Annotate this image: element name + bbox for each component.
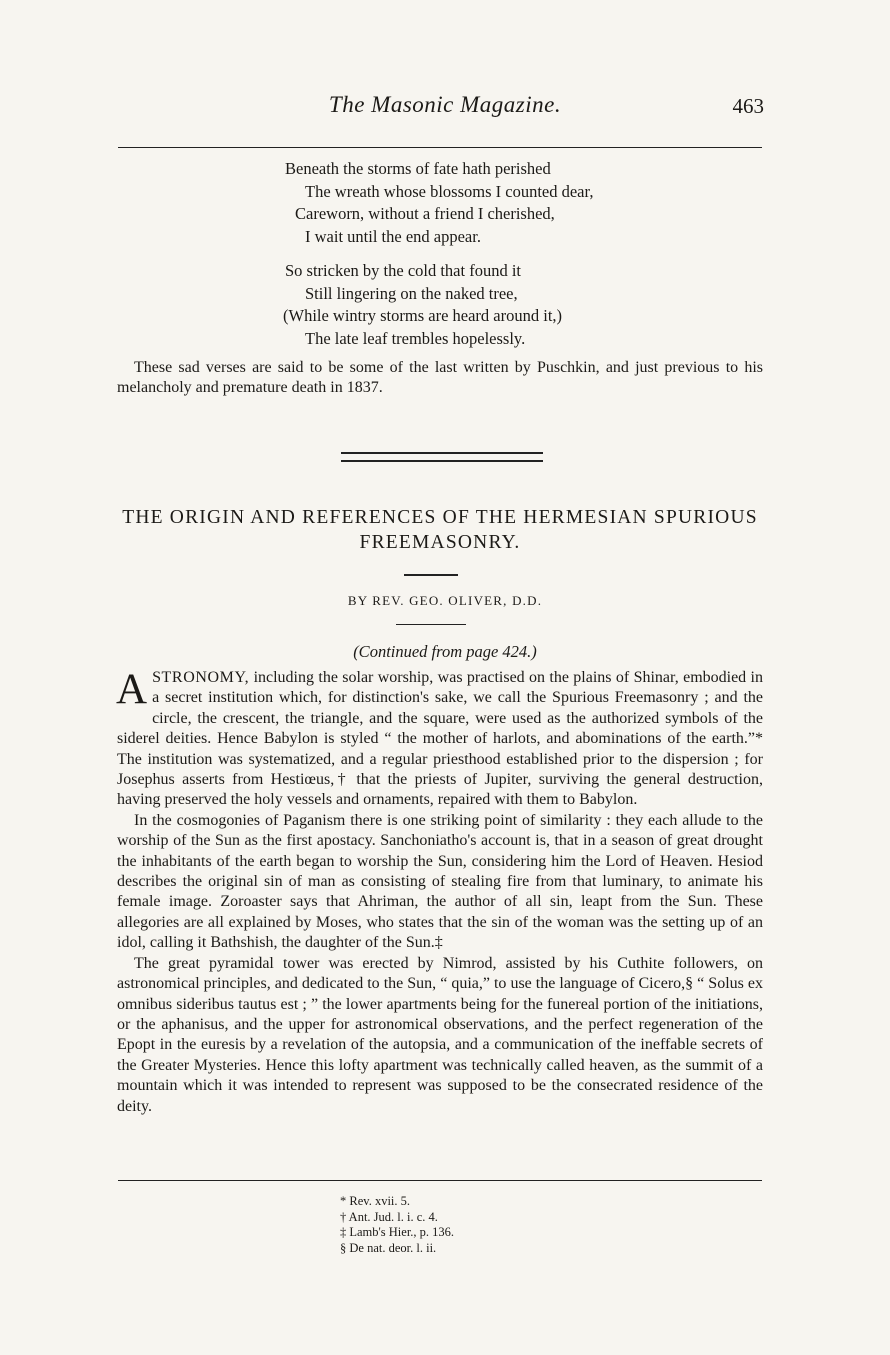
footnote: † Ant. Jud. l. i. c. 4.: [340, 1209, 438, 1224]
article-byline: BY REV. GEO. OLIVER, D.D.: [347, 593, 543, 608]
poem: [285, 158, 593, 350]
poem-line: Careworn, without a friend I cherished,: [295, 204, 555, 223]
footnote: * Rev. xvii. 5.: [340, 1194, 411, 1208]
poem-line: Still lingering on the naked tree,: [305, 283, 518, 303]
section-divider: [341, 452, 543, 462]
article-paragraph: [117, 668, 763, 811]
poem-line: The late leaf trembles hopelessly.: [305, 328, 526, 348]
opening-word: STRONOMY,: [152, 669, 250, 686]
poem-stanza-2: [285, 260, 593, 350]
footnote-rule: [118, 1180, 762, 1181]
intro-paragraph: These sad verses are said to be some of the last written by Puschkin, and just previous to his melancholy and premature death in 1837.: [117, 359, 763, 397]
poem-line: I wait until the end appear.: [305, 226, 481, 246]
footnotes: [340, 1194, 454, 1256]
running-title: The Masonic Magazine.: [328, 92, 562, 117]
byline-rule: [396, 624, 466, 625]
article-paragraph: In the cosmogonies of Paganism there is one striking point of similarity : they each allude to the worship of the Sun as the first apostacy. Sanchoniatho's account is, that in a season of great drought the inhabitants of the earth began to worship the Sun, considering him the Lord of Heaven. Hesiod describes the original sin of man as consisting of stealing fire from that luminary, to animate his female image. Zoroaster says that Ahriman, the author of all sin, leapt from the Sun. These allegories are all explained by Moses, who states that the sin of the woman was the setting up of an idol, calling it Bathshish, the daughter of the Sun.‡: [117, 811, 763, 952]
title-rule: [404, 574, 458, 576]
article-title: THE ORIGIN AND REFERENCES OF THE HERMESIAN SPURIOUS FREEMASONRY.: [122, 507, 758, 553]
article-body: [117, 668, 763, 1117]
poem-line: Beneath the storms of fate hath perished: [285, 159, 551, 178]
intro-paragraph-block: [117, 358, 763, 399]
page-number: 463: [732, 94, 764, 118]
drop-cap: A: [116, 666, 148, 713]
poem-line: So stricken by the cold that found it: [285, 261, 522, 280]
footnote: § De nat. deor. l. ii.: [340, 1240, 437, 1255]
poem-line: (While wintry storms are heard around it,): [283, 306, 563, 325]
header-rule: [118, 147, 762, 148]
footnote: ‡ Lamb's Hier., p. 136.: [340, 1225, 455, 1240]
article-paragraph: The great pyramidal tower was erected by Nimrod, assisted by his Cuthite followers, on astronomical principles, and dedicated to the Sun, “ quia,” to use the language of Cicero,§ “ Solus ex omnibus sideribus tautus est ; ” the lower apartments being for the funereal portion of the initiations, or the aphanisus, and the upper for astronomical observations, and the perfect regeneration of the Epopt in the euresis by a revelation of the autopsia, and a communication of the ineffable secrets of the Greater Mysteries. Hence this lofty apartment was technically called heaven, as the summit of a mountain which it was intended to represent was supposed to be the consecrated residence of the deity.: [117, 954, 763, 1115]
poem-stanza-1: [285, 158, 593, 248]
paragraph-text: including the solar worship, was practised on the plains of Shinar, embodied in a secret institution which, for distinction's sake, we call the Spurious Freemasonry ; and the circle, the crescent, the triangle, and the square, were used as the authorized symbols of the siderel deities. Hence Babylon is styled “ the mother of harlots, and abominations of the earth.”* The institution was systematized, and a regular priesthood established prior to the dispersion ; for Josephus asserts from Hestiœus,† that the priests of Jupiter, surviving the general destruction, having preserved the holy vessels and ornaments, repaired with them to Babylon.: [117, 669, 763, 809]
continued-note: (Continued from page 424.): [353, 642, 537, 661]
poem-line: The wreath whose blossoms I counted dear,: [305, 181, 594, 201]
